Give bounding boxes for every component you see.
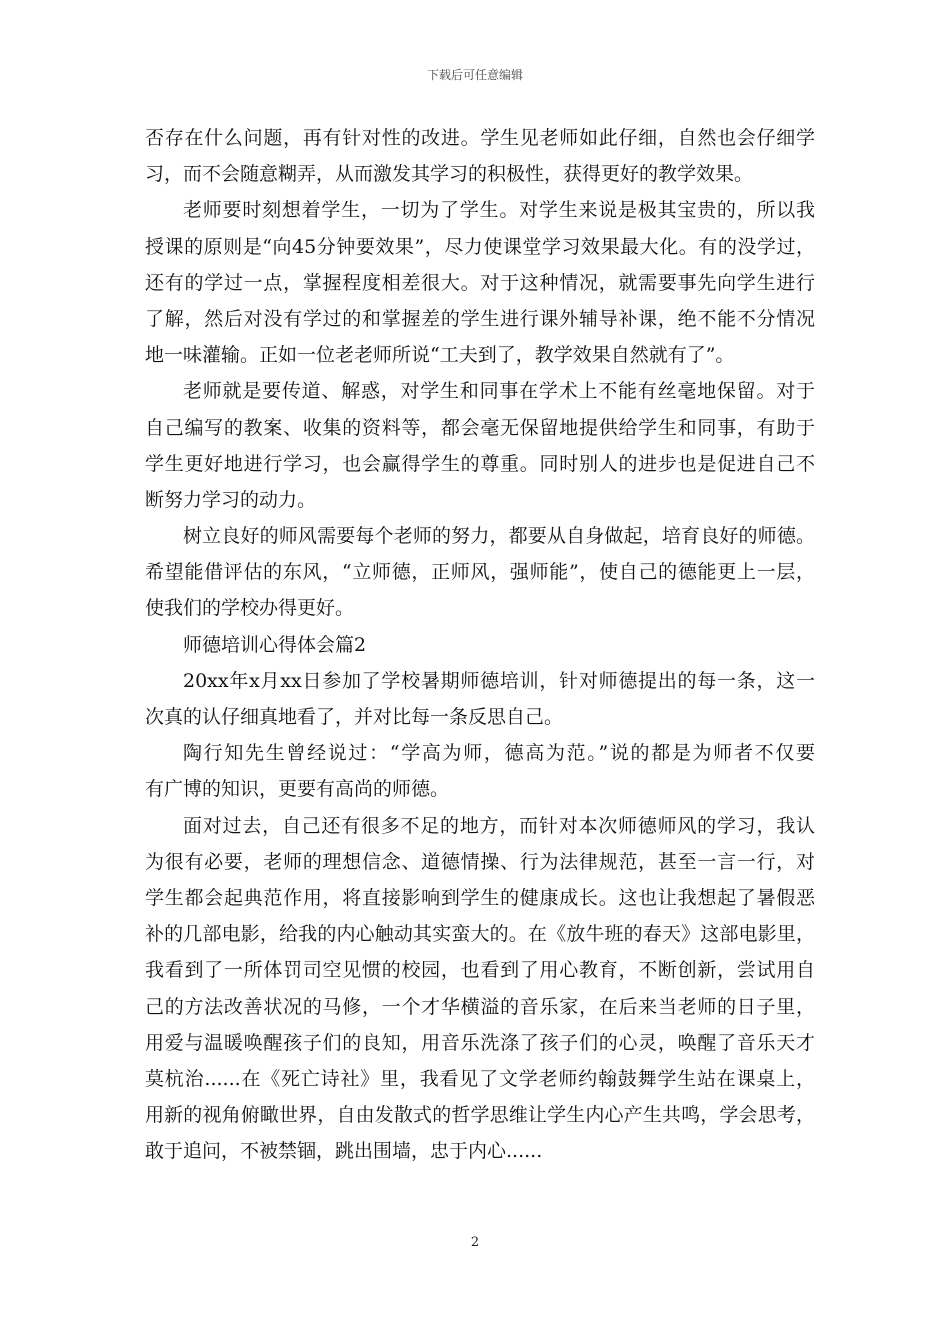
text-line: 自己编写的教案、收集的资料等，都会毫无保留地提供给学生和同事，有助于 — [145, 416, 815, 439]
text-line: 了解，然后对没有学过的和掌握差的学生进行课外辅导补课，绝不能不分情况 — [145, 307, 815, 330]
text-line: 学生都会起典范作用，将直接影响到学生的健康成长。这也让我想起了暑假恶 — [145, 886, 815, 909]
text-line: 我看到了一所体罚司空见惯的校园，也看到了用心教育，不断创新，尝试用自 — [145, 959, 815, 982]
text-line: 补的几部电影，给我的内心触动其实蛮大的。在《放牛班的春天》这部电影里， — [145, 923, 815, 946]
page-header: 下载后可任意编辑 — [426, 68, 523, 82]
text-line: 用爱与温暖唤醒孩子们的良知，用音乐洗涤了孩子们的心灵，唤醒了音乐天才 — [145, 1031, 815, 1054]
text-line: 用新的视角俯瞰世界，自由发散式的哲学思维让学生内心产生共鸣，学会思考， — [145, 1104, 815, 1127]
text-line: 次真的认仔细真地看了，并对比每一条反思自己。 — [145, 706, 564, 728]
document-body — [145, 120, 815, 1169]
text-line: 为很有必要，老师的理想信念、道德情操、行为法律规范，甚至一言一行，对 — [145, 850, 815, 873]
text-line: 学生更好地进行学习，也会赢得学生的尊重。同时别人的进步也是促进自己不 — [145, 452, 815, 475]
text-line: 敢于追问，不被禁锢，跳出围墙，忠于内心...... — [145, 1140, 543, 1163]
text-line: 树立良好的师风需要每个老师的努力，都要从自身做起，培育良好的师德。 — [183, 525, 815, 548]
text-line: 陶行知先生曾经说过：“学高为师，德高为范。”说的都是为师者不仅要 — [183, 742, 815, 765]
section-heading: 师德培训心得体会篇2 — [183, 633, 367, 656]
text-line: 否存在什么问题，再有针对性的改进。学生见老师如此仔细，自然也会仔细学 — [145, 127, 815, 149]
text-line: 断努力学习的动力。 — [145, 488, 317, 511]
text-line: 面对过去，自己还有很多不足的地方，而针对本次师德师风的学习，我认 — [183, 814, 815, 837]
page-number: 2 — [470, 1235, 480, 1250]
text-line: 习，而不会随意糊弄，从而激发其学习的积极性，获得更好的教学效果。 — [145, 163, 754, 186]
text-line: 20xx年x月xx日参加了学校暑期师德培训，针对师德提出的每一条，这一 — [183, 669, 815, 692]
text-line: 老师要时刻想着学生，一切为了学生。对学生来说是极其宝贵的，所以我 — [183, 199, 815, 222]
text-line: 授课的原则是“向45分钟要效果”，尽力使课堂学习效果最大化。有的没学过， — [145, 235, 815, 258]
text-line: 希望能借评估的东风，“立师德，正师风，强师能”，使自己的德能更上一层， — [145, 561, 815, 584]
text-line: 莫杭治......在《死亡诗社》里，我看见了文学老师约翰鼓舞学生站在课桌上， — [145, 1067, 815, 1090]
text-line: 使我们的学校办得更好。 — [145, 597, 355, 620]
text-line: 地一味灌输。正如一位老老师所说“工夫到了，教学效果自然就有了”。 — [145, 344, 735, 367]
text-line: 己的方法改善状况的马修，一个才华横溢的音乐家，在后来当老师的日子里， — [145, 995, 815, 1018]
text-line: 老师就是要传道、解惑，对学生和同事在学术上不能有丝毫地保留。对于 — [183, 380, 815, 403]
text-line: 还有的学过一点，掌握程度相差很大。对于这种情况，就需要事先向学生进行 — [145, 271, 815, 294]
text-line: 有广博的知识，更要有高尚的师德。 — [145, 778, 450, 801]
